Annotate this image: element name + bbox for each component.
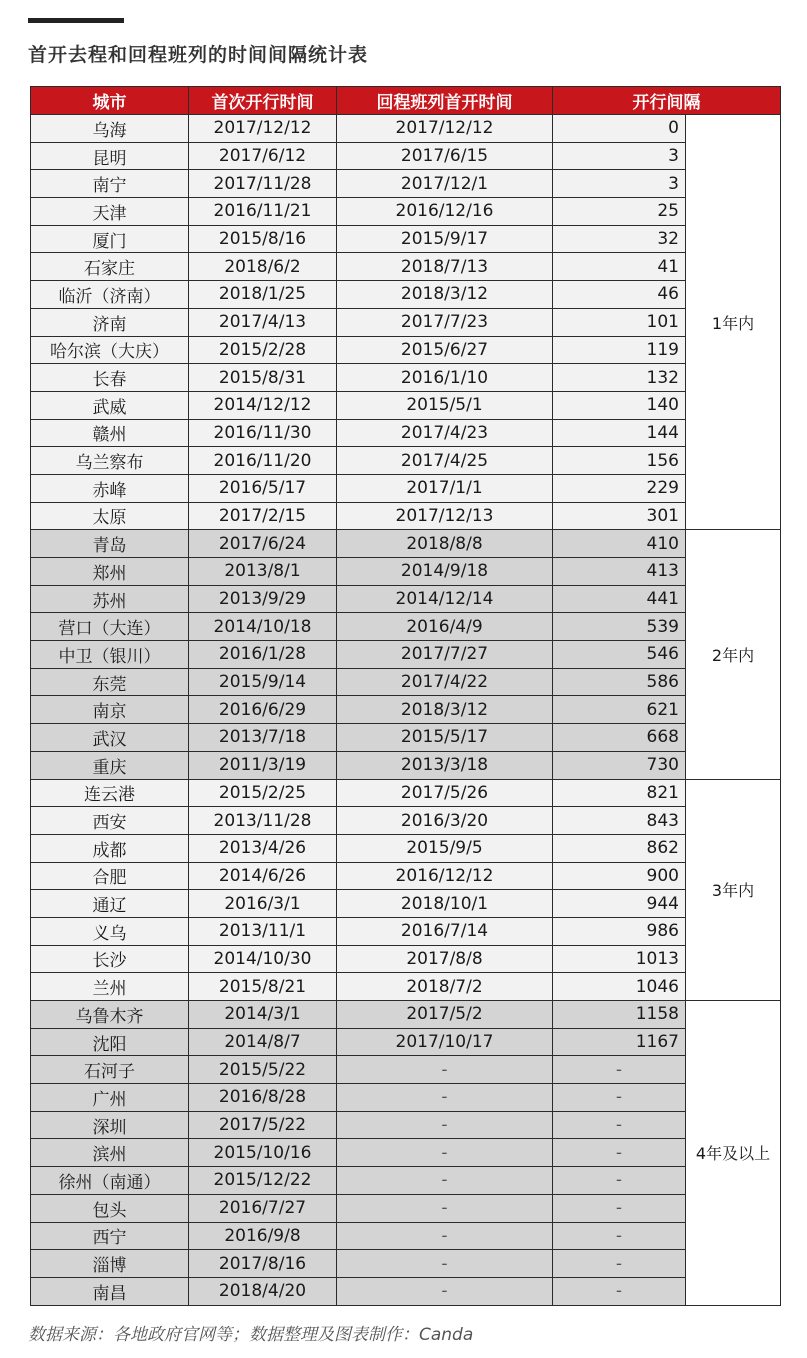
- city-cell: 南宁: [31, 170, 189, 198]
- first-return-cell: 2018/10/1: [337, 890, 553, 918]
- city-cell: 连云港: [31, 779, 189, 807]
- first-departure-cell: 2016/9/8: [189, 1222, 337, 1250]
- city-cell: 昆明: [31, 142, 189, 170]
- interval-cell: 1158: [553, 1001, 686, 1029]
- first-return-cell: -: [337, 1194, 553, 1222]
- first-departure-cell: 2017/2/15: [189, 502, 337, 530]
- first-departure-cell: 2013/11/1: [189, 917, 337, 945]
- table-row: [31, 1084, 781, 1112]
- table-row: [31, 724, 781, 752]
- first-return-cell: 2015/9/17: [337, 225, 553, 253]
- interval-cell: 3: [553, 142, 686, 170]
- first-return-cell: 2014/12/14: [337, 585, 553, 613]
- interval-cell: 229: [553, 474, 686, 502]
- first-return-cell: 2016/1/10: [337, 364, 553, 392]
- first-return-cell: 2014/9/18: [337, 558, 553, 586]
- first-departure-cell: 2016/11/30: [189, 419, 337, 447]
- first-return-cell: 2018/3/12: [337, 696, 553, 724]
- first-departure-cell: 2016/11/20: [189, 447, 337, 475]
- first-return-cell: -: [337, 1250, 553, 1278]
- interval-table: [30, 86, 781, 1306]
- first-departure-cell: 2018/6/2: [189, 253, 337, 281]
- source-note: 数据来源：各地政府官网等；数据整理及图表制作：Canda: [28, 1325, 474, 1345]
- interval-cell: 132: [553, 364, 686, 392]
- first-departure-cell: 2016/11/21: [189, 198, 337, 226]
- first-departure-cell: 2011/3/19: [189, 751, 337, 779]
- first-departure-cell: 2013/9/29: [189, 585, 337, 613]
- first-departure-cell: 2014/10/30: [189, 945, 337, 973]
- first-return-cell: 2017/4/25: [337, 447, 553, 475]
- city-cell: 重庆: [31, 751, 189, 779]
- interval-cell: -: [553, 1194, 686, 1222]
- table-row: [31, 308, 781, 336]
- interval-cell: 862: [553, 834, 686, 862]
- city-cell: 济南: [31, 308, 189, 336]
- first-return-cell: 2017/4/22: [337, 668, 553, 696]
- first-return-cell: 2017/7/23: [337, 308, 553, 336]
- table-row: [31, 336, 781, 364]
- first-return-cell: 2018/7/2: [337, 973, 553, 1001]
- interval-cell: -: [553, 1111, 686, 1139]
- first-return-cell: -: [337, 1222, 553, 1250]
- first-return-cell: 2017/5/26: [337, 779, 553, 807]
- city-cell: 中卫（银川）: [31, 641, 189, 669]
- table-row: [31, 1277, 781, 1305]
- header-interval: 开行间隔: [553, 87, 781, 115]
- first-departure-cell: 2015/12/22: [189, 1167, 337, 1195]
- table-row: [31, 1111, 781, 1139]
- city-cell: 长春: [31, 364, 189, 392]
- table-row: [31, 585, 781, 613]
- city-cell: 兰州: [31, 973, 189, 1001]
- table-row: [31, 1167, 781, 1195]
- table-row: [31, 973, 781, 1001]
- title-accent-bar: [28, 18, 124, 23]
- first-return-cell: 2015/5/17: [337, 724, 553, 752]
- first-departure-cell: 2015/10/16: [189, 1139, 337, 1167]
- first-departure-cell: 2017/6/24: [189, 530, 337, 558]
- table-row: [31, 474, 781, 502]
- first-departure-cell: 2013/4/26: [189, 834, 337, 862]
- city-cell: 义乌: [31, 917, 189, 945]
- city-cell: 营口（大连）: [31, 613, 189, 641]
- first-return-cell: -: [337, 1056, 553, 1084]
- interval-cell: 46: [553, 281, 686, 309]
- city-cell: 临沂（济南）: [31, 281, 189, 309]
- interval-cell: 119: [553, 336, 686, 364]
- city-cell: 徐州（南通）: [31, 1167, 189, 1195]
- first-return-cell: 2018/3/12: [337, 281, 553, 309]
- table-row: [31, 447, 781, 475]
- first-departure-cell: 2015/5/22: [189, 1056, 337, 1084]
- table-row: [31, 917, 781, 945]
- first-return-cell: 2015/9/5: [337, 834, 553, 862]
- interval-group-label: 4年及以上: [686, 1001, 781, 1306]
- city-cell: 南京: [31, 696, 189, 724]
- interval-cell: 25: [553, 198, 686, 226]
- interval-cell: -: [553, 1056, 686, 1084]
- first-return-cell: 2016/12/16: [337, 198, 553, 226]
- first-departure-cell: 2016/1/28: [189, 641, 337, 669]
- first-departure-cell: 2015/8/16: [189, 225, 337, 253]
- first-departure-cell: 2013/8/1: [189, 558, 337, 586]
- interval-cell: -: [553, 1250, 686, 1278]
- interval-cell: -: [553, 1277, 686, 1305]
- first-departure-cell: 2016/6/29: [189, 696, 337, 724]
- city-cell: 沈阳: [31, 1028, 189, 1056]
- city-cell: 西安: [31, 807, 189, 835]
- table-row: [31, 530, 781, 558]
- first-return-cell: 2016/3/20: [337, 807, 553, 835]
- table-row: [31, 862, 781, 890]
- interval-group-label: 1年内: [686, 115, 781, 530]
- interval-cell: 539: [553, 613, 686, 641]
- first-return-cell: 2016/12/12: [337, 862, 553, 890]
- table-row: [31, 502, 781, 530]
- table-row: [31, 696, 781, 724]
- city-cell: 赤峰: [31, 474, 189, 502]
- interval-cell: 586: [553, 668, 686, 696]
- interval-cell: 546: [553, 641, 686, 669]
- city-cell: 包头: [31, 1194, 189, 1222]
- first-departure-cell: 2015/2/25: [189, 779, 337, 807]
- table-row: [31, 1222, 781, 1250]
- table-row: [31, 890, 781, 918]
- city-cell: 合肥: [31, 862, 189, 890]
- interval-cell: -: [553, 1222, 686, 1250]
- table-row: [31, 1139, 781, 1167]
- table-row: [31, 1194, 781, 1222]
- city-cell: 长沙: [31, 945, 189, 973]
- first-departure-cell: 2014/8/7: [189, 1028, 337, 1056]
- interval-cell: 413: [553, 558, 686, 586]
- interval-cell: 101: [553, 308, 686, 336]
- city-cell: 成都: [31, 834, 189, 862]
- table-row: [31, 253, 781, 281]
- first-departure-cell: 2017/12/12: [189, 115, 337, 143]
- first-departure-cell: 2017/11/28: [189, 170, 337, 198]
- interval-cell: -: [553, 1139, 686, 1167]
- table-row: [31, 1001, 781, 1029]
- first-departure-cell: 2014/3/1: [189, 1001, 337, 1029]
- table-row: [31, 1056, 781, 1084]
- page-title: 首开去程和回程班列的时间间隔统计表: [28, 44, 369, 66]
- city-cell: 广州: [31, 1084, 189, 1112]
- first-return-cell: 2017/4/23: [337, 419, 553, 447]
- table-row: [31, 751, 781, 779]
- first-return-cell: 2017/12/12: [337, 115, 553, 143]
- interval-cell: -: [553, 1167, 686, 1195]
- interval-cell: 144: [553, 419, 686, 447]
- table-row: [31, 834, 781, 862]
- first-departure-cell: 2015/9/14: [189, 668, 337, 696]
- city-cell: 南昌: [31, 1277, 189, 1305]
- table-row: [31, 142, 781, 170]
- city-cell: 郑州: [31, 558, 189, 586]
- table-row: [31, 225, 781, 253]
- first-return-cell: 2017/7/27: [337, 641, 553, 669]
- table-header-row: [31, 87, 781, 115]
- city-cell: 武汉: [31, 724, 189, 752]
- interval-cell: 843: [553, 807, 686, 835]
- interval-cell: 32: [553, 225, 686, 253]
- interval-cell: 1013: [553, 945, 686, 973]
- first-departure-cell: 2014/12/12: [189, 391, 337, 419]
- city-cell: 苏州: [31, 585, 189, 613]
- city-cell: 太原: [31, 502, 189, 530]
- city-cell: 石家庄: [31, 253, 189, 281]
- first-return-cell: 2015/5/1: [337, 391, 553, 419]
- table-row: [31, 281, 781, 309]
- table-row: [31, 419, 781, 447]
- first-departure-cell: 2013/11/28: [189, 807, 337, 835]
- interval-cell: 986: [553, 917, 686, 945]
- first-return-cell: -: [337, 1111, 553, 1139]
- table-row: [31, 558, 781, 586]
- header-first-departure: 首次开行时间: [189, 87, 337, 115]
- interval-cell: 821: [553, 779, 686, 807]
- first-return-cell: 2016/4/9: [337, 613, 553, 641]
- first-return-cell: 2013/3/18: [337, 751, 553, 779]
- interval-cell: 730: [553, 751, 686, 779]
- first-return-cell: -: [337, 1139, 553, 1167]
- first-return-cell: -: [337, 1277, 553, 1305]
- table-row: [31, 1028, 781, 1056]
- first-return-cell: 2016/7/14: [337, 917, 553, 945]
- interval-cell: 410: [553, 530, 686, 558]
- first-departure-cell: 2015/2/28: [189, 336, 337, 364]
- table-row: [31, 613, 781, 641]
- city-cell: 青岛: [31, 530, 189, 558]
- interval-cell: 0: [553, 115, 686, 143]
- first-departure-cell: 2017/6/12: [189, 142, 337, 170]
- first-departure-cell: 2018/4/20: [189, 1277, 337, 1305]
- interval-cell: 140: [553, 391, 686, 419]
- interval-cell: -: [553, 1084, 686, 1112]
- table-body: [31, 115, 781, 1306]
- interval-cell: 1167: [553, 1028, 686, 1056]
- interval-cell: 3: [553, 170, 686, 198]
- first-departure-cell: 2016/8/28: [189, 1084, 337, 1112]
- first-departure-cell: 2016/7/27: [189, 1194, 337, 1222]
- city-cell: 石河子: [31, 1056, 189, 1084]
- city-cell: 武威: [31, 391, 189, 419]
- interval-cell: 900: [553, 862, 686, 890]
- table-row: [31, 807, 781, 835]
- table-row: [31, 1250, 781, 1278]
- first-departure-cell: 2015/8/21: [189, 973, 337, 1001]
- interval-cell: 1046: [553, 973, 686, 1001]
- table-row: [31, 641, 781, 669]
- city-cell: 天津: [31, 198, 189, 226]
- first-return-cell: 2017/12/13: [337, 502, 553, 530]
- table-row: [31, 391, 781, 419]
- header-city: 城市: [31, 87, 189, 115]
- interval-group-label: 2年内: [686, 530, 781, 779]
- city-cell: 乌兰察布: [31, 447, 189, 475]
- city-cell: 滨州: [31, 1139, 189, 1167]
- interval-cell: 944: [553, 890, 686, 918]
- first-return-cell: 2017/1/1: [337, 474, 553, 502]
- first-return-cell: 2018/7/13: [337, 253, 553, 281]
- table-row: [31, 945, 781, 973]
- table-row: [31, 198, 781, 226]
- first-return-cell: 2017/8/8: [337, 945, 553, 973]
- table-row: [31, 115, 781, 143]
- first-departure-cell: 2016/3/1: [189, 890, 337, 918]
- first-departure-cell: 2014/6/26: [189, 862, 337, 890]
- city-cell: 乌鲁木齐: [31, 1001, 189, 1029]
- interval-cell: 301: [553, 502, 686, 530]
- first-return-cell: -: [337, 1084, 553, 1112]
- first-return-cell: 2017/12/1: [337, 170, 553, 198]
- first-return-cell: 2017/10/17: [337, 1028, 553, 1056]
- city-cell: 哈尔滨（大庆）: [31, 336, 189, 364]
- city-cell: 赣州: [31, 419, 189, 447]
- first-departure-cell: 2014/10/18: [189, 613, 337, 641]
- city-cell: 乌海: [31, 115, 189, 143]
- interval-cell: 156: [553, 447, 686, 475]
- table-row: [31, 364, 781, 392]
- interval-cell: 668: [553, 724, 686, 752]
- first-return-cell: -: [337, 1167, 553, 1195]
- first-departure-cell: 2017/5/22: [189, 1111, 337, 1139]
- city-cell: 深圳: [31, 1111, 189, 1139]
- table-row: [31, 170, 781, 198]
- first-return-cell: 2017/6/15: [337, 142, 553, 170]
- interval-cell: 441: [553, 585, 686, 613]
- first-departure-cell: 2016/5/17: [189, 474, 337, 502]
- city-cell: 厦门: [31, 225, 189, 253]
- city-cell: 东莞: [31, 668, 189, 696]
- city-cell: 淄博: [31, 1250, 189, 1278]
- first-return-cell: 2017/5/2: [337, 1001, 553, 1029]
- first-departure-cell: 2017/8/16: [189, 1250, 337, 1278]
- interval-cell: 41: [553, 253, 686, 281]
- first-departure-cell: 2018/1/25: [189, 281, 337, 309]
- first-departure-cell: 2015/8/31: [189, 364, 337, 392]
- interval-group-label: 3年内: [686, 779, 781, 1001]
- table-row: [31, 779, 781, 807]
- header-first-return: 回程班列首开时间: [337, 87, 553, 115]
- first-departure-cell: 2017/4/13: [189, 308, 337, 336]
- interval-cell: 621: [553, 696, 686, 724]
- first-return-cell: 2018/8/8: [337, 530, 553, 558]
- first-departure-cell: 2013/7/18: [189, 724, 337, 752]
- first-return-cell: 2015/6/27: [337, 336, 553, 364]
- city-cell: 通辽: [31, 890, 189, 918]
- city-cell: 西宁: [31, 1222, 189, 1250]
- table-row: [31, 668, 781, 696]
